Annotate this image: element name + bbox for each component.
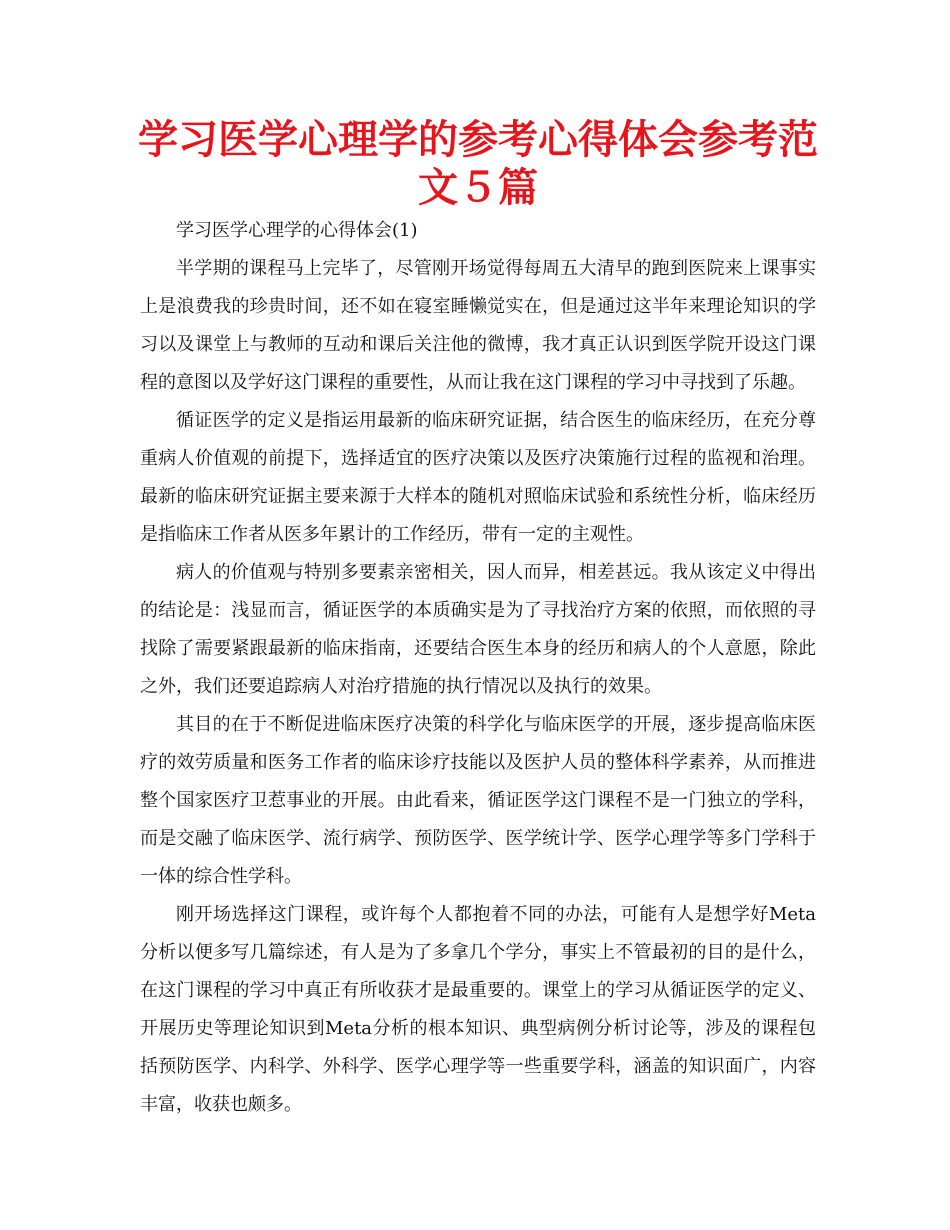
document-title: 学习医学心理学的参考心得体会参考范文５篇 xyxy=(138,117,818,211)
document-body xyxy=(140,212,816,1124)
section-subheading: 学习医学心理学的心得体会(1) xyxy=(176,220,418,241)
body-paragraph: 循证医学的定义是指运用最新的临床研究证据，结合医生的临床经历，在充分尊重病人价值观的前提下，选择适宜的医疗决策以及医疗决策施行过程的监视和治理。最新的临床研究证据主要来源于大样本的随机对照临床试验和系统性分析，临床经历是指临床工作者从医多年累计的工作经历，带有一定的主观性。 xyxy=(140,410,816,545)
body-paragraph: 刚开场选择这门课程，或许每个人都抱着不同的办法，可能有人是想学好Meta分析以便多写几篇综述，有人是为了多拿几个学分，事实上不管最初的目的是什么，在这门课程的学习中真正有所收获才是最重要的。课堂上的学习从循证医学的定义、开展历史等理论知识到Meta分析的根本知识、典型病例分析讨论等，涉及的课程包括预防医学、内科学、外科学、医学心理学等一些重要学科，涵盖的知识面广，内容丰富，收获也颇多。 xyxy=(140,904,816,1115)
body-paragraph: 其目的在于不断促进临床医疗决策的科学化与临床医学的开展，逐步提高临床医疗的效劳质量和医务工作者的临床诊疗技能以及医护人员的整体科学素养，从而推进整个国家医疗卫惹事业的开展。由此看来，循证医学这门课程不是一门独立的学科，而是交融了临床医学、流行病学、预防医学、医学统计学、医学心理学等多门学科于一体的综合性学科。 xyxy=(140,714,816,887)
body-paragraph: 病人的价值观与特别多要素亲密相关，因人而异，相差甚远。我从该定义中得出的结论是：浅显而言，循证医学的本质确实是为了寻找治疗方案的依照，而依照的寻找除了需要紧跟最新的临床指南，还要结合医生本身的经历和病人的个人意愿，除此之外，我们还要追踪病人对治疗措施的执行情况以及执行的效果。 xyxy=(140,562,816,697)
body-paragraph: 半学期的课程马上完毕了，尽管刚开场觉得每周五大清早的跑到医院来上课事实上是浪费我的珍贵时间，还不如在寝室睡懒觉实在，但是通过这半年来理论知识的学习以及课堂上与教师的互动和课后关注他的微博，我才真正认识到医学院开设这门课程的意图以及学好这门课程的重要性，从而让我在这门课程的学习中寻找到了乐趣。 xyxy=(140,258,816,393)
